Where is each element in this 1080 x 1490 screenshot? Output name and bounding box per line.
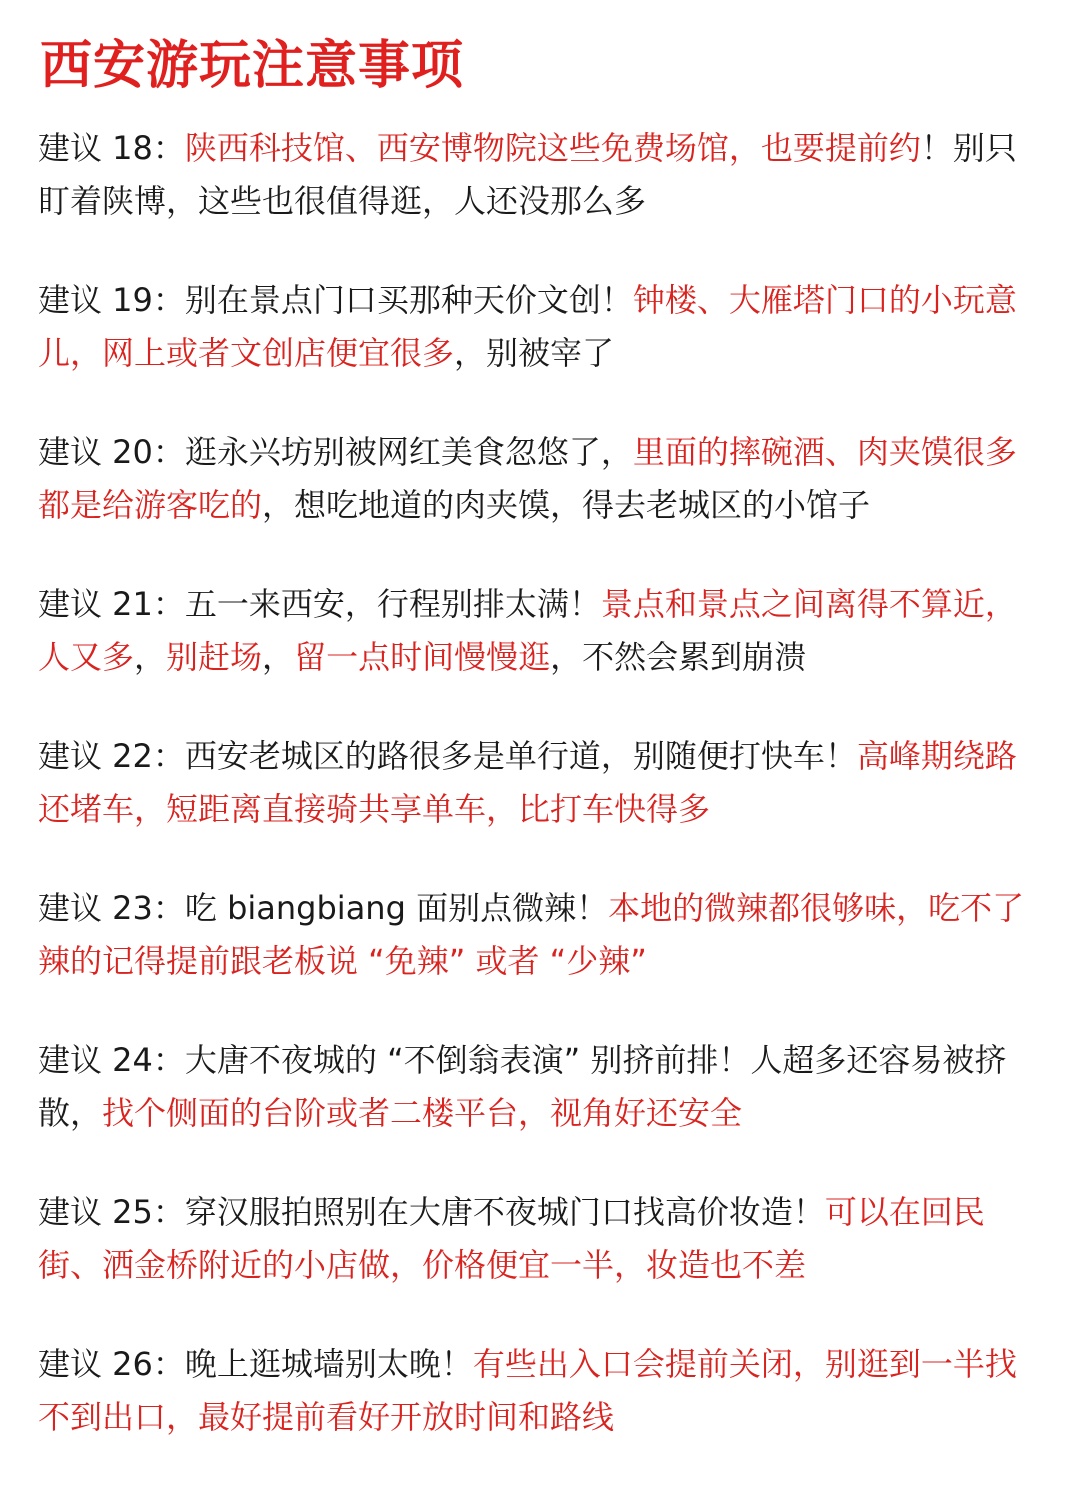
tip-text: 别在景点门口买那种天价文创！ — [184, 281, 633, 319]
tip-highlight-text: 找个侧面的台阶或者二楼平台，视角好还安全 — [102, 1094, 743, 1132]
tip-text: ，不然会累到崩溃 — [550, 638, 807, 676]
tip-text: 西安老城区的路很多是单行道，别随便打快车！ — [184, 737, 857, 775]
tip-highlight-text: 可以在回民街、洒金桥附近的小店做，价格便宜一半，妆造也不差 — [38, 1193, 985, 1284]
tip-highlight-text: 留一点时间慢慢逛 — [294, 638, 551, 676]
tips-list — [38, 122, 1048, 1490]
tip-highlight-text: 本地的微辣都很够味，吃不了辣的记得提前跟老板说 “免辣” 或者 “少辣” — [38, 889, 1025, 980]
tip-text: ！别只盯着陕博，这些也很值得逛，人还没那么多 — [38, 129, 1017, 220]
tip-text: 五一来西安，行程别排太满！ — [184, 585, 601, 623]
tip-label: 建议 18： — [38, 129, 185, 167]
tip-item — [38, 1186, 1048, 1292]
tip-item — [38, 730, 1048, 836]
tip-text: ，想吃地道的肉夹馍，得去老城区的小馆子 — [262, 486, 871, 524]
tip-highlight-text: 陕西科技馆、西安博物院这些免费场馆，也要提前约 — [184, 129, 921, 167]
page-title: 西安游玩注意事项 — [40, 36, 465, 96]
tip-highlight-text: 高峰期绕路还堵车，短距离直接骑共享单车，比打车快得多 — [38, 737, 1017, 828]
tip-text: 吃 biangbiang 面别点微辣！ — [184, 889, 609, 927]
tip-label: 建议 19： — [38, 281, 185, 319]
tip-item — [38, 1034, 1048, 1140]
tip-item — [38, 882, 1048, 988]
tip-item — [38, 578, 1048, 684]
tip-text: 大唐不夜城的 “不倒翁表演” 别挤前排！人超多还容易被挤散， — [38, 1041, 1007, 1132]
tip-text: 晚上逛城墙别太晚！ — [184, 1345, 473, 1383]
tip-highlight-text: 景点和景点之间离得不算近，人又多 — [38, 585, 1017, 676]
tip-text: ，别被宰了 — [454, 334, 615, 372]
tip-label: 建议 21： — [38, 585, 185, 623]
tip-label: 建议 25： — [38, 1193, 185, 1231]
tip-text: ， — [134, 638, 167, 676]
tip-item — [38, 122, 1048, 228]
tip-item — [38, 274, 1048, 380]
tip-item — [38, 426, 1048, 532]
tip-item — [38, 1338, 1048, 1444]
tip-text: ， — [262, 638, 295, 676]
tip-highlight-text: 里面的摔碗酒、肉夹馍很多都是给游客吃的 — [38, 433, 1017, 524]
tip-text: 逛永兴坊别被网红美食忽悠了， — [184, 433, 633, 471]
tip-label: 建议 23： — [38, 889, 185, 927]
tip-label: 建议 22： — [38, 737, 185, 775]
tip-highlight-text: 有些出入口会提前关闭，别逛到一半找不到出口，最好提前看好开放时间和路线 — [38, 1345, 1017, 1436]
tip-label: 建议 26： — [38, 1345, 185, 1383]
tip-highlight-text: 别赶场 — [166, 638, 263, 676]
tip-label: 建议 20： — [38, 433, 185, 471]
tip-highlight-text: 钟楼、大雁塔门口的小玩意儿，网上或者文创店便宜很多 — [38, 281, 1017, 372]
tip-text: 穿汉服拍照别在大唐不夜城门口找高价妆造！ — [184, 1193, 825, 1231]
tip-label: 建议 24： — [38, 1041, 185, 1079]
